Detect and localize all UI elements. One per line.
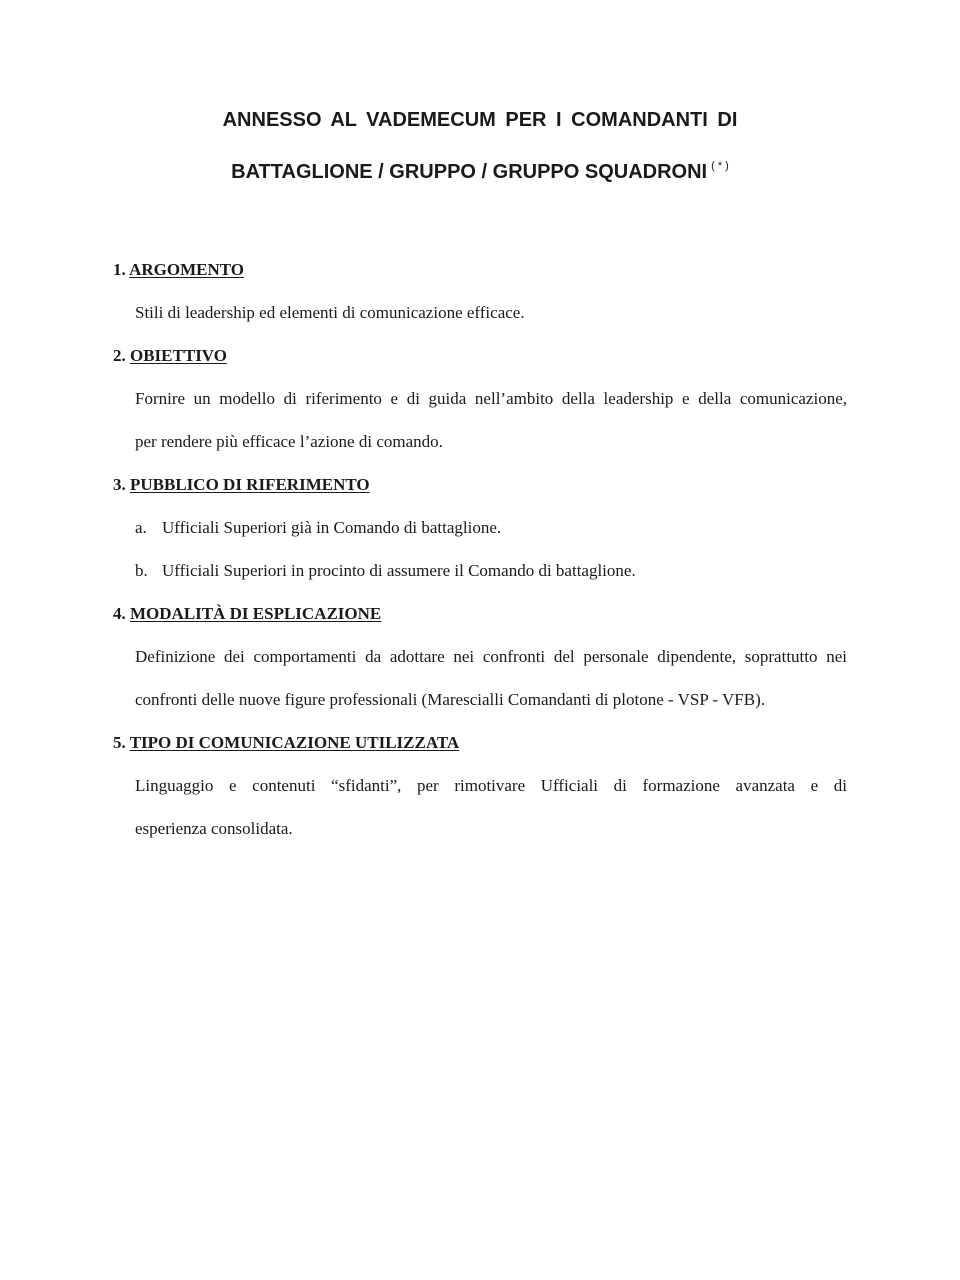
section-4-line-1: Definizione dei comportamenti da adottare nei confronti del personale dipendente, soprattutto nei xyxy=(135,647,847,666)
list-item-a-text: Ufficiali Superiori già in Comando di battaglione. xyxy=(162,518,502,537)
section-5-line-2: esperienza consolidata. xyxy=(135,819,293,838)
section-3-number: 3. xyxy=(113,475,126,494)
section-3-title: PUBBLICO DI RIFERIMENTO xyxy=(130,475,370,494)
section-4-number: 4. xyxy=(113,604,126,623)
section-1-heading xyxy=(113,260,244,280)
section-4-heading xyxy=(113,604,381,624)
section-5-number: 5. xyxy=(113,733,126,752)
list-item-a xyxy=(135,518,501,538)
list-item-b-text: Ufficiali Superiori in procinto di assumere il Comando di battaglione. xyxy=(162,561,636,580)
section-2-line-2: per rendere più efficace l’azione di comando. xyxy=(135,432,443,451)
section-1-number: 1. xyxy=(113,260,126,279)
list-item-a-letter: a. xyxy=(135,518,147,537)
document-title-line-2-text: BATTAGLIONE / GRUPPO / GRUPPO SQUADRONI xyxy=(231,161,708,183)
footnote-marker: ( * ) xyxy=(711,160,729,172)
section-2-number: 2. xyxy=(113,346,126,365)
section-1-line-1: Stili di leadership ed elementi di comunicazione efficace. xyxy=(135,303,525,322)
section-4-title: MODALITÀ DI ESPLICAZIONE xyxy=(130,604,382,623)
section-1-title: ARGOMENTO xyxy=(129,260,244,279)
list-item-b-letter: b. xyxy=(135,561,148,580)
section-2-title: OBIETTIVO xyxy=(130,346,227,365)
section-5-line-1: Linguaggio e contenuti “sfidanti”, per rimotivare Ufficiali di formazione avanzata e di xyxy=(135,776,847,795)
document-title-line-2 xyxy=(0,160,960,184)
list-item-b xyxy=(135,561,636,581)
section-2-heading xyxy=(113,346,227,366)
section-5-heading xyxy=(113,733,459,753)
section-5-title: TIPO DI COMUNICAZIONE UTILIZZATA xyxy=(129,733,460,752)
section-3-heading xyxy=(113,475,370,495)
section-4-line-2: confronti delle nuove figure professionali (Marescialli Comandanti di plotone - VSP - VFB). xyxy=(135,690,765,709)
document-title-line-1: ANNESSO AL VADEMECUM PER I COMANDANTI DI xyxy=(222,109,738,131)
section-2-line-1: Fornire un modello di riferimento e di guida nell’ambito della leadership e della comunicazione, xyxy=(135,389,847,408)
